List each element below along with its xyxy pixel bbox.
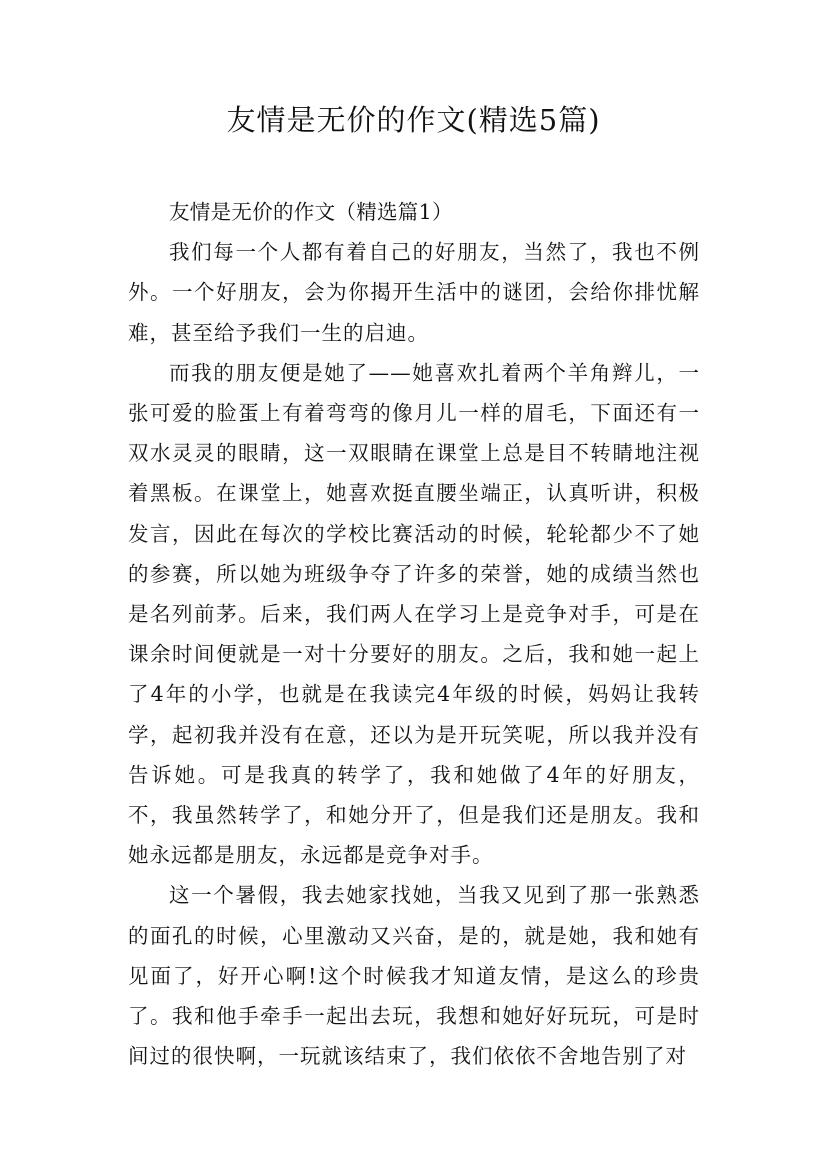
document-body	[128, 192, 700, 1076]
document-title: 友情是无价的作文(精选5篇)	[226, 103, 601, 137]
paragraph-2: 而我的朋友便是她了——她喜欢扎着两个羊角辫儿，一张可爱的脸蛋上有着弯弯的像月儿一样的眉毛，下面还有一双水灵灵的眼睛，这一双眼睛在课堂上总是目不转睛地注视着黑板。在课堂上，她喜欢挺直腰坐端正，认真听讲，积极发言，因此在每次的学校比赛活动的时候，轮轮都少不了她的参赛，所以她为班级争夺了许多的荣誉，她的成绩当然也是名列前茅。后来，我们两人在学习上是竞争对手，可是在课余时间便就是一对十分要好的朋友。之后，我和她一起上了4年的小学，也就是在我读完4年级的时候，妈妈让我转学，起初我并没有在意，还以为是开玩笑呢，所以我并没有告诉她。可是我真的转学了，我和她做了4年的好朋友，不，我虽然转学了，和她分开了，但是我们还是朋友。我和她永远都是朋友，永远都是竞争对手。	[128, 360, 700, 868]
section-heading: 友情是无价的作文（精选篇1）	[169, 200, 453, 224]
paragraph-3: 这一个暑假，我去她家找她，当我又见到了那一张熟悉的面孔的时候，心里激动又兴奋，是的，就是她，我和她有见面了，好开心啊!这个时候我才知道友情，是这么的珍贵了。我和他手牵手一起出去玩，我想和她好好玩玩，可是时间过的很快啊，一玩就该结束了，我们依依不舍地告别了对	[128, 883, 700, 1069]
paragraph-1: 我们每一个人都有着自己的好朋友，当然了，我也不例外。一个好朋友，会为你揭开生活中的谜团，会给你排忧解难，甚至给予我们一生的启迪。	[128, 240, 700, 345]
